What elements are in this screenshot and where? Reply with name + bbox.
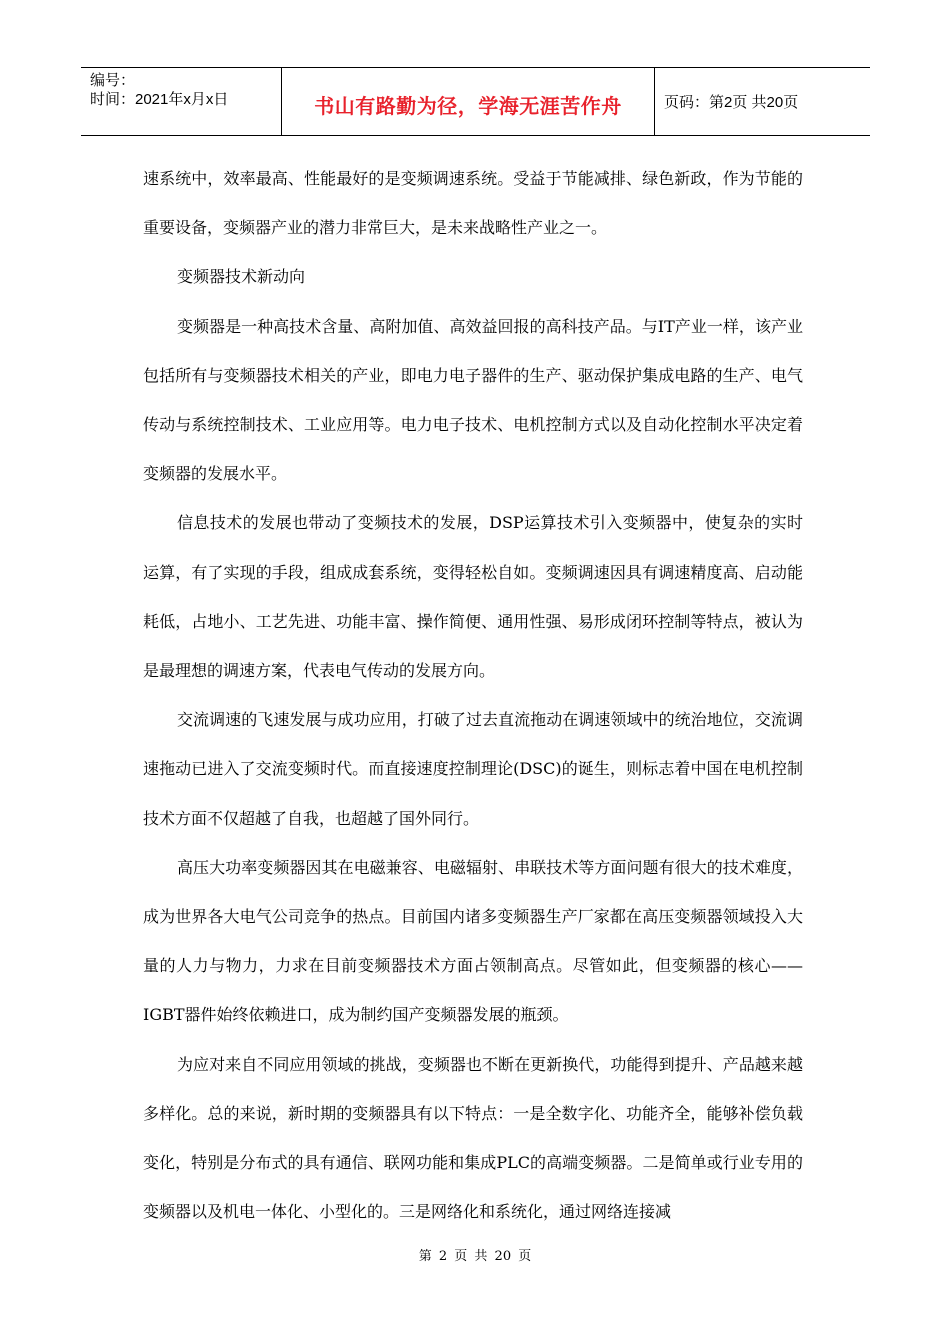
header-page-label: 页码：第2页 共20页 [664,94,799,111]
motto-text: 书山有路勤为径，学海无涯苦作舟 [314,94,622,118]
header-motto-cell [282,68,655,135]
document-body [143,154,803,1236]
page-header [81,67,870,136]
header-page-cell [655,68,870,135]
section-heading: 变频器技术新动向 [177,267,306,287]
document-number-label: 编号： [90,72,136,89]
page-footer [0,1245,950,1264]
paragraph: 高压大功率变频器因其在电磁兼容、电磁辐射、串联技术等方面问题有很大的技术难度，成为世界各大电气公司竞争的热点。目前国内诸多变频器生产厂家都在高压变频器领域投入大量的人力与物力，力求在目前变频器技术方面占领制高点。尽管如此，但变频器的核心——IGBT器件始终依赖进口，成为制约国产变频器发展的瓶颈。 [143,857,803,1025]
footer-page-number: 第 2 页 共 20 页 [418,1249,532,1264]
paragraph: 信息技术的发展也带动了变频技术的发展，DSP运算技术引入变频器中，使复杂的实时运算，有了实现的手段，组成成套系统，变得轻松自如。变频调速因具有调速精度高、启动能耗低，占地小、工艺先进、功能丰富、操作简便、通用性强、易形成闭环控制等特点，被认为是最理想的调速方案，代表电气传动的发展方向。 [143,513,803,681]
header-info-cell [81,68,282,135]
paragraph: 交流调速的飞速发展与成功应用，打破了过去直流拖动在调速领域中的统治地位，交流调速拖动已进入了交流变频时代。而直接速度控制理论(DSC)的诞生，则标志着中国在电机控制技术方面不仅超越了自我，也超越了国外同行。 [143,710,803,828]
paragraph-continuation: 速系统中，效率最高、性能最好的是变频调速系统。受益于节能减排、绿色新政，作为节能的重要设备，变频器产业的潜力非常巨大，是未来战略性产业之一。 [143,169,803,238]
paragraph: 变频器是一种高技术含量、高附加值、高效益回报的高科技产品。与IT产业一样，该产业包括所有与变频器技术相关的产业，即电力电子器件的生产、驱动保护集成电路的生产、电气传动与系统控制技术、工业应用等。电力电子技术、电机控制方式以及自动化控制水平决定着变频器的发展水平。 [143,316,803,484]
document-date-label: 时间：2021年x月x日 [90,91,229,108]
paragraph: 为应对来自不同应用领域的挑战，变频器也不断在更新换代，功能得到提升、产品越来越多样化。总的来说，新时期的变频器具有以下特点：一是全数字化、功能齐全，能够补偿负载变化，特别是分布式的具有通信、联网功能和集成PLC的高端变频器。二是简单或行业专用的变频器以及机电一体化、小型化的。三是网络化和系统化，通过网络连接减 [143,1054,803,1222]
